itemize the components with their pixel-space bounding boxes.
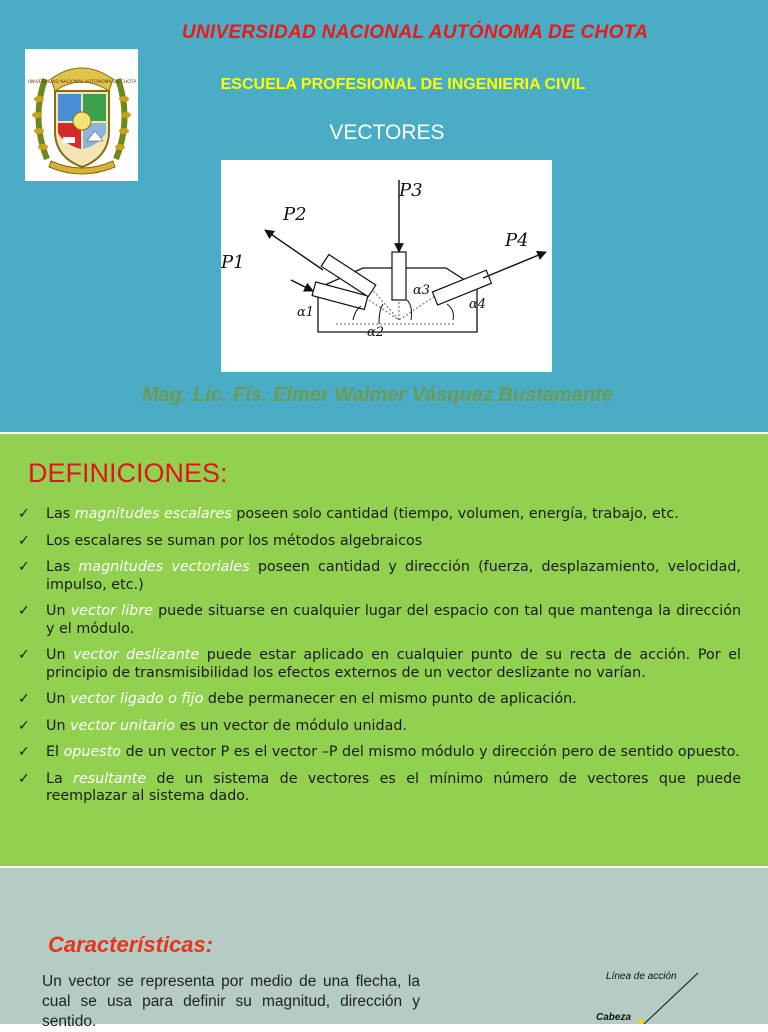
slide-title <box>0 0 768 432</box>
characteristics-heading: Características: <box>48 932 214 957</box>
label-alpha3: α3 <box>413 283 431 298</box>
label-p2: P2 <box>283 204 307 225</box>
checkmark-icon: ✓ <box>18 717 30 734</box>
checkmark-icon: ✓ <box>18 532 30 549</box>
definition-item: ✓ La resultante de un sistema de vectores es el mínimo número de vectores que puede reemplazar al sistema dado. <box>18 770 741 804</box>
label-p3: P3 <box>399 180 423 201</box>
school-name: ESCUELA PROFESIONAL DE INGENIERIA CIVIL <box>220 76 586 93</box>
definitions-list <box>18 506 741 815</box>
definition-term: vector libre <box>70 603 153 619</box>
slide-title-vectores: VECTORES <box>329 121 445 144</box>
definition-term: vector deslizante <box>73 647 200 663</box>
line-of-action-label: Línea de acción <box>606 971 677 982</box>
definition-item: ✓ Un vector unitario es un vector de módulo unidad. <box>18 717 407 734</box>
definition-term: vector ligado o fijo <box>70 691 204 707</box>
label-p1: P1 <box>221 252 245 273</box>
definitions-heading: DEFINICIONES: <box>28 458 228 488</box>
label-alpha4: α4 <box>469 297 487 312</box>
head-label: Cabeza <box>596 1012 632 1023</box>
author-name: Mag. Lic. Fís. Elmer Walmer Vásquez Bustamante <box>142 384 613 406</box>
definition-term: magnitudes escalares <box>74 506 232 522</box>
university-seal-icon <box>25 49 138 181</box>
checkmark-icon: ✓ <box>18 559 30 575</box>
checkmark-icon: ✓ <box>18 603 30 619</box>
label-p4: P4 <box>505 230 529 251</box>
checkmark-icon: ✓ <box>18 506 30 522</box>
definition-item: ✓ Un vector deslizante puede estar aplicado en cualquier punto de su recta de acción. Por el principio de transmisibilidad los efectos externos de un vector deslizante no varían. <box>18 647 741 681</box>
definition-term: resultante <box>73 770 147 787</box>
definition-term: magnitudes vectoriales <box>78 559 250 575</box>
definition-item: ✓ Los escalares se suman por los métodos algebraicos <box>18 532 423 549</box>
vector-forces-diagram <box>221 160 552 372</box>
definition-item: ✓ Las magnitudes escalares poseen solo cantidad (tiempo, volumen, energía, trabajo, etc. <box>18 506 679 522</box>
vector-parts-diagram <box>580 965 720 1024</box>
definition-term: opuesto <box>63 744 122 760</box>
label-alpha1: α1 <box>297 305 315 320</box>
checkmark-icon: ✓ <box>18 770 30 787</box>
definition-term: vector unitario <box>70 717 176 734</box>
definition-item: ✓ Un vector libre puede situarse en cualquier lugar del espacio con tal que mantenga la dirección y el módulo. <box>18 603 742 637</box>
checkmark-icon: ✓ <box>18 647 30 663</box>
definition-item: ✓ Las magnitudes vectoriales poseen cantidad y dirección (fuerza, desplazamiento, velocidad, impulso, etc.) <box>18 559 741 593</box>
university-name: UNIVERSIDAD NACIONAL AUTÓNOMA DE CHOTA <box>181 22 649 43</box>
definition-item: ✓ El opuesto de un vector P es el vector –P del mismo módulo y dirección pero de sentido opuesto. <box>18 744 740 760</box>
checkmark-icon: ✓ <box>18 691 30 707</box>
definition-item: ✓ Un vector ligado o fijo debe permanecer en el mismo punto de aplicación. <box>18 691 577 707</box>
characteristics-text: Un vector se representa por medio de una flecha, la cual se usa para definir su magnitud, dirección y sentido. <box>42 973 420 1030</box>
checkmark-icon: ✓ <box>18 744 30 760</box>
seal-text: UNIVERSIDAD NACIONAL AUTÓNOMA DE CHOTA <box>27 80 137 85</box>
label-alpha2: α2 <box>367 325 385 340</box>
